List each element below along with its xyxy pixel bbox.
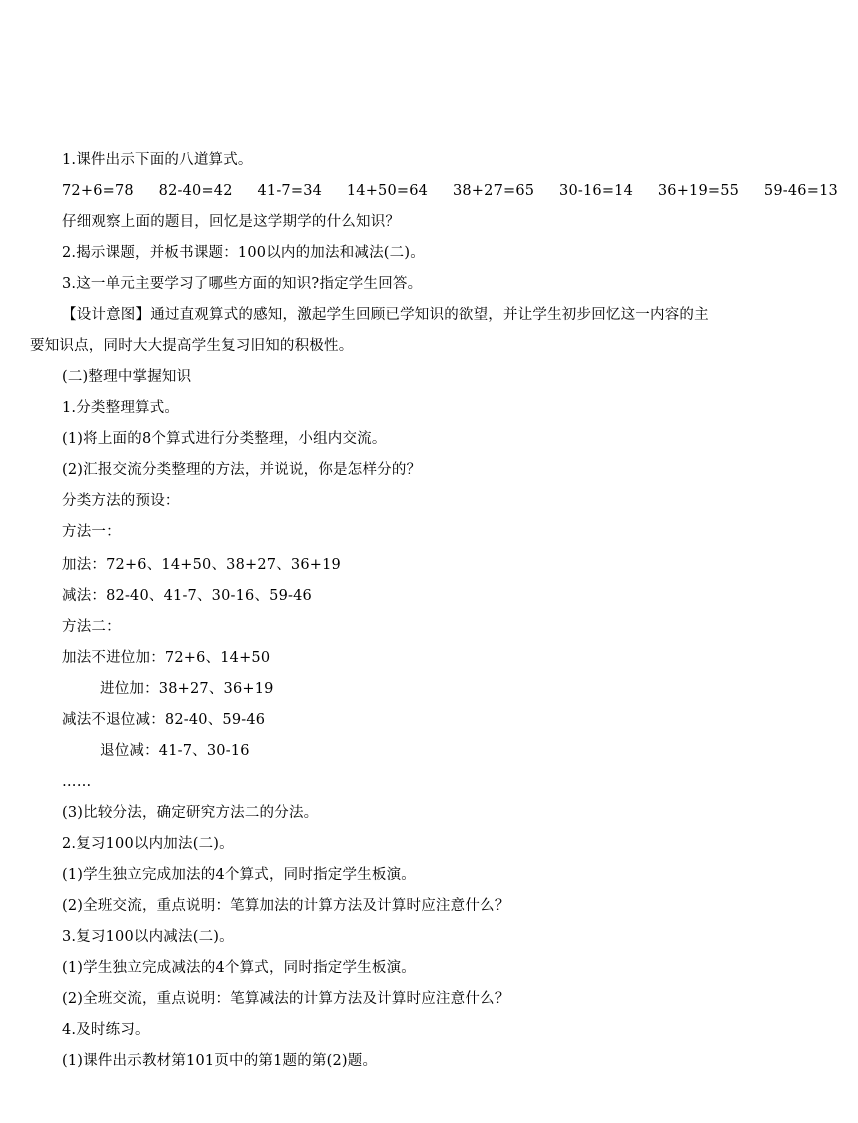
section-heading: (二)整理中掌握知识: [62, 369, 192, 385]
equation-6: 30-16=14: [559, 183, 634, 199]
item-2: 2.揭示课题，并板书课题：100以内的加法和减法(二)。: [62, 245, 425, 261]
method-2-add-carry: 进位加：38+27、36+19: [100, 681, 274, 697]
section-item-1: 1.分类整理算式。: [62, 400, 180, 416]
method-1-label: 方法一：: [62, 524, 121, 540]
preset-label: 分类方法的预设：: [62, 493, 180, 509]
equation-8: 59-46=13: [763, 183, 838, 199]
ellipsis: ……: [62, 774, 92, 790]
section-item-3-2: (2)全班交流，重点说明：笔算减法的计算方法及计算时应注意什么？: [62, 991, 510, 1007]
method-1-addition: 加法：72+6、14+50、38+27、36+19: [62, 557, 341, 573]
observe-prompt: 仔细观察上面的题目，回忆是这学期学的什么知识？: [62, 214, 401, 230]
design-intent-line-2: 要知识点，同时大大提高学生复习旧知的积极性。: [30, 338, 354, 354]
section-item-2: 2.复习100以内加法(二)。: [62, 836, 234, 852]
section-item-4: 4.及时练习。: [62, 1022, 150, 1038]
section-item-1-3: (3)比较分法，确定研究方法二的分法。: [62, 805, 319, 821]
section-item-4-1: (1)课件出示教材第101页中的第1题的第(2)题。: [62, 1053, 378, 1069]
method-2-add-no-carry: 加法不进位加：72+6、14+50: [62, 650, 271, 666]
design-intent-line-1: 【设计意图】通过直观算式的感知，激起学生回顾已学知识的欲望，并让学生初步回忆这一内容的主: [62, 307, 709, 323]
section-item-1-1: (1)将上面的8个算式进行分类整理，小组内交流。: [62, 431, 387, 447]
section-item-3-1: (1)学生独立完成减法的4个算式，同时指定学生板演。: [62, 960, 416, 976]
method-2-sub-no-borrow: 减法不退位减：82-40、59-46: [62, 712, 266, 728]
method-2-label: 方法二：: [62, 619, 121, 635]
section-item-2-1: (1)学生独立完成加法的4个算式，同时指定学生板演。: [62, 867, 416, 883]
item-3: 3.这一单元主要学习了哪些方面的知识?指定学生回答。: [62, 276, 423, 292]
equation-7: 36+19=55: [657, 183, 740, 199]
equation-1: 72+6=78: [62, 183, 134, 199]
section-item-2-2: (2)全班交流，重点说明：笔算加法的计算方法及计算时应注意什么？: [62, 898, 510, 914]
section-item-3: 3.复习100以内减法(二)。: [62, 929, 234, 945]
item-1: 1.课件出示下面的八道算式。: [62, 152, 253, 168]
method-1-subtraction: 减法：82-40、41-7、30-16、59-46: [62, 588, 312, 604]
method-2-sub-borrow: 退位减：41-7、30-16: [100, 743, 250, 759]
equation-5: 38+27=65: [452, 183, 535, 199]
equation-2: 82-40=42: [158, 183, 233, 199]
equations-row: [62, 181, 858, 201]
section-item-1-2: (2)汇报交流分类整理的方法，并说说，你是怎样分的？: [62, 462, 422, 478]
equation-4: 14+50=64: [346, 183, 429, 199]
equation-3: 41-7=34: [257, 183, 323, 199]
